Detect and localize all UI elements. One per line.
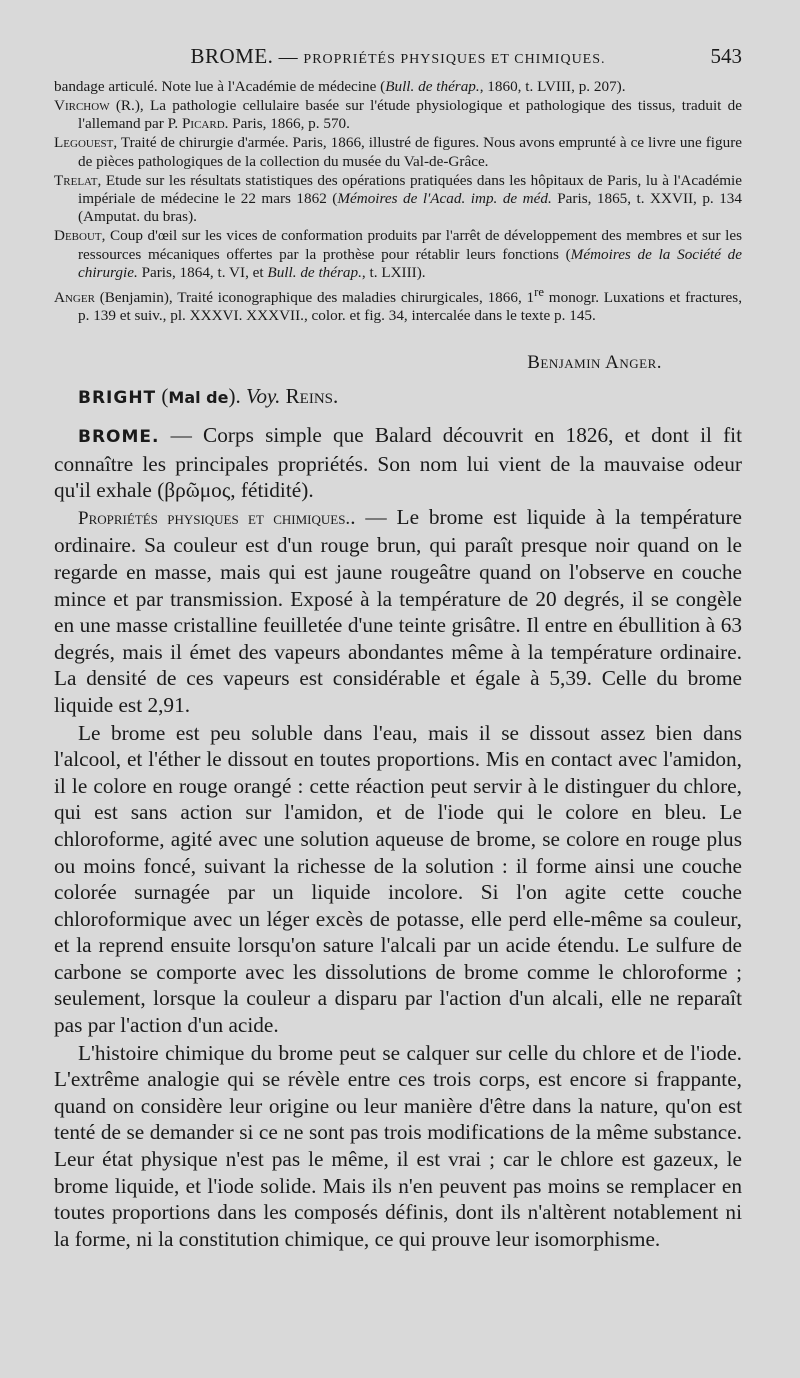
ref-journal: Bull. de thérap. bbox=[385, 78, 480, 95]
entry-see: Voy. bbox=[245, 384, 281, 408]
ref-journal: Mémoires de l'Acad. imp. de méd. bbox=[337, 189, 552, 207]
ref-text: . Paris, 1866, p. 570. bbox=[224, 115, 350, 133]
entry-crossref: Reins. bbox=[280, 384, 339, 408]
ref-journal: Mémoires de la Société de chirurgie. bbox=[78, 245, 742, 282]
ref-text: Paris, 1865, t. XXVII, p. 134 (Amputat. du bras). bbox=[78, 189, 742, 226]
paragraph bbox=[54, 504, 742, 719]
ref-text: , 1860, t. LVIII, p. 207). bbox=[479, 78, 626, 95]
entry-headword: BROME. bbox=[78, 427, 160, 447]
ref-author: Anger bbox=[54, 289, 95, 307]
bibliography-entry bbox=[54, 227, 742, 282]
paragraph bbox=[54, 422, 742, 504]
running-title-main: BROME. bbox=[190, 44, 274, 68]
section-heading: Propriétés physiques et chimiques. bbox=[78, 507, 351, 529]
bibliography bbox=[54, 78, 742, 326]
bibliography-entry bbox=[54, 283, 742, 326]
ref-author: Trelat bbox=[54, 171, 98, 189]
ref-author: Debout bbox=[54, 227, 102, 245]
ref-text: , Traité de chirurgie d'armée. Paris, 1866, illustré de figures. Nous avons emprunté à ce livre une figure de pièces pathologiques de la collection du musée du Val-de-Grâce. bbox=[78, 134, 742, 170]
running-title-separator: — bbox=[273, 47, 304, 68]
entry-qualifier: Mal de bbox=[168, 388, 229, 407]
ref-superscript: re bbox=[534, 284, 544, 299]
ref-text: , t. LXIII). bbox=[361, 264, 426, 282]
page-number: 543 bbox=[710, 44, 742, 68]
paragraph-text: . — Le brome est liquide à la température ordinaire. Sa couleur est d'un rouge brun, qui paraît presque noir quand on le regarde en masse, mais qui est jaune rougeâtre quand on l'observe en couche mince et par transmission. Exposé à la température de 20 degrés, il se congèle en une masse cristalline feuilletée d'une teinte grisâtre. Il entre en ébullition à 63 degrés, mais il émet des vapeurs abondantes même à la température ordinaire. La densité de ces vapeurs est considérable et égale à 5,39. Celle du brome liquide est 2,91. bbox=[54, 504, 742, 717]
paragraph-text: — Corps simple que Balard découvrit en 1826, et dont il fit connaître les principales propriétés. Son nom lui vient de la mauvaise odeur qu'il exhale (βρῶμος, fétidité). bbox=[54, 423, 742, 503]
entry-bright bbox=[78, 384, 338, 409]
ref-author: Virchow bbox=[54, 96, 110, 114]
ref-text: (Benjamin), Traité iconographique des maladies chirurgicales, 1866, 1 bbox=[94, 289, 535, 307]
ref-text: Paris, 1864, t. VI, et bbox=[137, 264, 268, 282]
paragraph: L'histoire chimique du brome peut se calquer sur celle du chlore et de l'iode. L'extrême analogie qui se révèle entre ces trois corps, est encore si frappante, quand on considère leur origine ou leur manière d'être dans la nature, qu'on est tenté de se demander si ce ne sont pas trois modifications de la même substance. Leur état physique n'est pas le même, il est vrai ; car le chlore est gazeux, le brome liquide, et l'iode solide. Mais ils n'en peuvent pas moins se remplacer en toutes proportions dans les composés définis, dont ils n'altèrent notablement ni la forme, ni la constitution chimique, ce qui prouve leur isomorphisme. bbox=[54, 1040, 742, 1251]
bibliography-entry bbox=[54, 134, 742, 171]
ref-text: (R.), La pathologie cellulaire basée sur l'étude physiologique et pathologique des tissus, traduit de l'allemand par P. bbox=[78, 96, 742, 133]
bibliography-entry bbox=[54, 97, 742, 134]
running-title-sub: PROPRIÉTÉS PHYSIQUES ET CHIMIQUES. bbox=[303, 52, 606, 67]
ref-text: , Coup d'œil sur les vices de conformation produits par l'arrêt de développement des membres et sur les ressources mécaniques offertes par la prothèse pour rétablir leurs fonctions ( bbox=[78, 227, 742, 263]
bibliography-entry bbox=[54, 78, 742, 96]
entry-headword: BRIGHT bbox=[78, 388, 157, 408]
article-signature: Benjamin Anger. bbox=[527, 352, 662, 373]
running-title bbox=[54, 44, 742, 69]
ref-text: , Etude sur les résultats statistiques des opérations pratiquées dans les hôpitaux de Paris, lu à l'Académie impériale de médecine le 22 mars 1862 ( bbox=[78, 171, 742, 207]
paragraph: Le brome est peu soluble dans l'eau, mais il se dissout assez bien dans l'alcool, et l'éther le dissout en toutes proportions. Mis en contact avec l'amidon, il le colore en rouge orangé : cette réaction peut servir à le distinguer du chlore, qui est sans action sur l'amidon, et de l'iode qui le colore en bleu. Le chloroforme, agité avec une solution aqueuse de brome, se colore en rouge plus ou moins foncé, suivant la richesse de la solution : il forme ainsi une couche colorée surnagée par un liquide incolore. Si l'on agite cette couche chloroformique avec un léger excès de potasse, elle perd elle-même sa couleur, et la reprend ensuite lorsqu'on sature l'alcali par un acide étendu. Le sulfure de carbone se comporte avec les dissolutions de brome comme le chloroforme ; seulement, lorsque la couleur a disparu par l'action d'un alcali, elle ne reparaît pas par l'action d'un acide. bbox=[54, 720, 742, 1038]
ref-author: Legouest bbox=[54, 134, 114, 152]
entry-brome bbox=[54, 422, 742, 1252]
ref-translator: Picard bbox=[181, 115, 225, 133]
entry-paren: ). bbox=[228, 384, 246, 408]
ref-text: bandage articulé. Note lue à l'Académie de médecine ( bbox=[54, 78, 386, 95]
ref-text: monogr. Luxations et fractures, p. 139 et suiv., pl. XXXVI. XXXVII., color. et fig. 34, intercalée dans le texte p. 145. bbox=[78, 289, 743, 325]
bibliography-entry bbox=[54, 172, 742, 227]
running-header bbox=[54, 44, 742, 74]
ref-journal: Bull. de thérap. bbox=[267, 264, 362, 282]
entry-paren: ( bbox=[156, 384, 169, 408]
